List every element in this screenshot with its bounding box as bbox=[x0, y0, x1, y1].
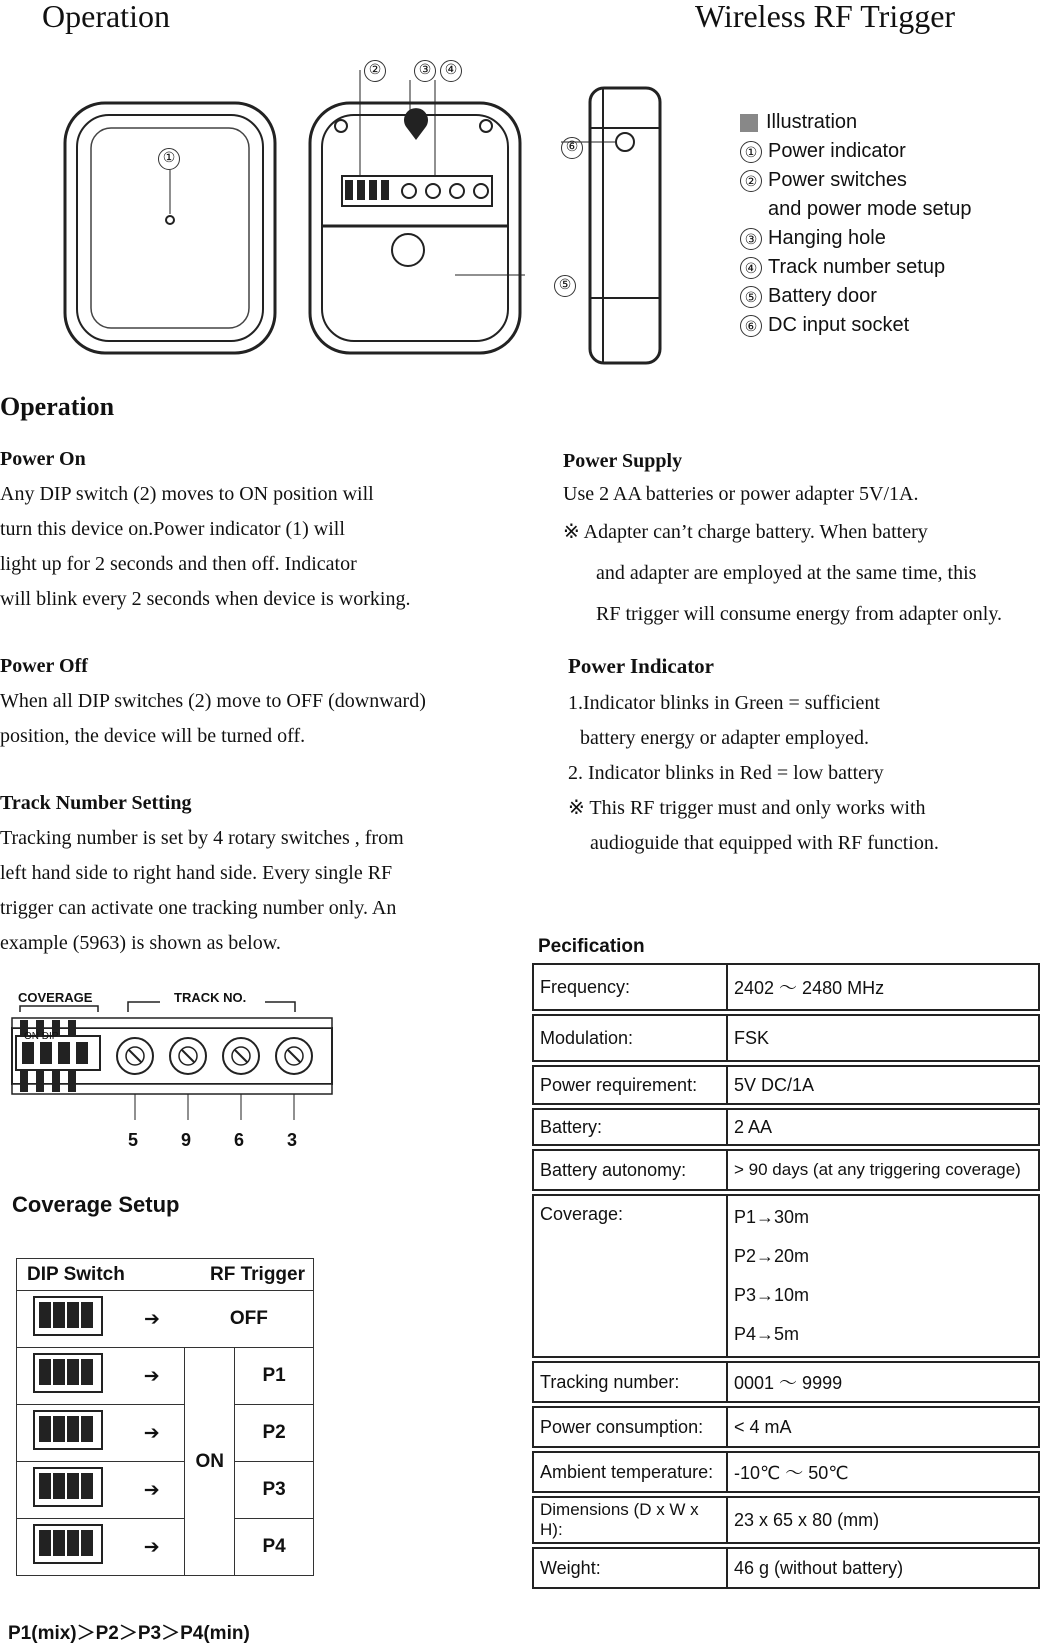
coverage-label: COVERAGE bbox=[18, 990, 93, 1005]
callout-3: ③ bbox=[414, 60, 442, 82]
spec-row: Dimensions (D x W x H): 23 x 65 x 80 (mm) bbox=[532, 1496, 1040, 1544]
coverage-row-p3 bbox=[17, 1462, 314, 1519]
header-left: Operation bbox=[42, 0, 170, 34]
device-back-view bbox=[310, 70, 525, 353]
spec-row: Battery: 2 AA bbox=[532, 1108, 1040, 1146]
callout-5: ⑤ bbox=[554, 275, 582, 297]
power-on-text: Any DIP switch (2) moves to ON position will turn this device on.Power indicator (1) will light up for 2 seconds and then off. Indicator will blink every 2 seconds when device is working. bbox=[0, 483, 411, 610]
coverage-row-off bbox=[17, 1291, 314, 1348]
spec-row: Battery autonomy: > 90 days (at any triggering coverage) bbox=[532, 1149, 1040, 1191]
digit-3: 6 bbox=[234, 1130, 245, 1150]
arrow-icon: ➔ bbox=[119, 1462, 184, 1519]
device-front-view bbox=[65, 103, 275, 353]
spec-row: Frequency: 2402 ～ 2480 MHz bbox=[532, 963, 1040, 1011]
track-text: Tracking number is set by 4 rotary switches , from left hand side to right hand side. Every single RF trigger can activate one tracking number only. An example (5963) is shown as below. bbox=[0, 827, 404, 954]
callout-1: ① bbox=[158, 148, 186, 170]
dip-text: ON DIP bbox=[24, 1031, 59, 1042]
spec-row: Power consumption: < 4 mA bbox=[532, 1406, 1040, 1448]
dip-switch-icon bbox=[33, 1296, 103, 1336]
level-p2: P2 bbox=[235, 1405, 314, 1462]
dip-switch-icon bbox=[33, 1353, 103, 1393]
square-icon bbox=[740, 114, 758, 132]
coverage-row-p4 bbox=[17, 1519, 314, 1576]
track-no-label: TRACK NO. bbox=[174, 990, 247, 1005]
spec-title: Pecification bbox=[538, 936, 645, 957]
coverage-row-p1 bbox=[17, 1348, 314, 1405]
coverage-footer: P1(mix)＞P2＞P3＞P4(min) bbox=[8, 1623, 250, 1644]
spec-row: Weight: 46 g (without battery) bbox=[532, 1547, 1040, 1589]
spec-row-coverage: Coverage: P1→30m P2→20m P3→10m P4→5m bbox=[532, 1194, 1040, 1358]
on-label: ON bbox=[185, 1348, 235, 1576]
coverage-row-p2 bbox=[17, 1405, 314, 1462]
callout-6: ⑥ bbox=[561, 137, 589, 159]
device-side-view bbox=[561, 88, 660, 363]
power-off-text: When all DIP switches (2) move to OFF (downward) position, the device will be turned off. bbox=[0, 690, 426, 747]
arrow-icon: ➔ bbox=[119, 1405, 184, 1462]
switch-strip bbox=[10, 990, 340, 1120]
callout-4: ④ bbox=[440, 60, 468, 82]
digit-1: 5 bbox=[128, 1130, 139, 1150]
track-title: Track Number Setting bbox=[0, 792, 192, 814]
spec-table bbox=[532, 960, 1040, 1592]
digit-4: 3 bbox=[287, 1130, 298, 1150]
operation-title: Operation bbox=[0, 392, 115, 421]
callout-2: ② bbox=[364, 60, 392, 82]
power-supply-text: Use 2 AA batteries or power adapter 5V/1A. ※ Adapter can’t charge battery. When battery and adapter are employed at the same time, this RF trigger will consume energy from adapter only. bbox=[563, 483, 1003, 625]
level-p3: P3 bbox=[235, 1462, 314, 1519]
spec-row: Power requirement: 5V DC/1A bbox=[532, 1065, 1040, 1105]
level-p1: P1 bbox=[235, 1348, 314, 1405]
power-supply-title: Power Supply bbox=[563, 450, 683, 472]
power-on-title: Power On bbox=[0, 448, 86, 470]
device-illustration bbox=[55, 58, 705, 368]
arrow-icon: ➔ bbox=[119, 1291, 184, 1348]
coverage-header-rf: RF Trigger bbox=[185, 1259, 314, 1291]
coverage-table bbox=[16, 1258, 314, 1576]
spec-row: Tracking number: 0001 ～ 9999 bbox=[532, 1361, 1040, 1403]
power-indicator-title: Power Indicator bbox=[568, 654, 715, 678]
arrow-icon: ➔ bbox=[119, 1519, 184, 1576]
dip-switch-icon bbox=[33, 1410, 103, 1450]
power-off-title: Power Off bbox=[0, 655, 88, 677]
off-label: OFF bbox=[185, 1291, 314, 1348]
arrow-icon: ➔ bbox=[119, 1348, 184, 1405]
header-right: Wireless RF Trigger bbox=[695, 0, 956, 34]
digit-2: 9 bbox=[181, 1130, 192, 1150]
dip-switch-icon bbox=[33, 1524, 103, 1564]
power-indicator-text: 1.Indicator blinks in Green = sufficient battery energy or adapter employed. 2. Indicator blinks in Red = low battery ※ This RF trigger must and only works with audioguide that equipped with RF function. bbox=[568, 692, 939, 854]
spec-row: Ambient temperature: -10℃ ～ 50℃ bbox=[532, 1451, 1040, 1493]
spec-row: Modulation: FSK bbox=[532, 1014, 1040, 1062]
dip-switch-icon bbox=[33, 1467, 103, 1507]
illustration-legend: Illustration ① Power indicator ② Power switches and power mode setup ③ Hanging hole ④ Track number setup ⑤ Battery door ⑥ DC input socket bbox=[740, 108, 971, 340]
level-p4: P4 bbox=[235, 1519, 314, 1576]
coverage-setup-title: Coverage Setup bbox=[12, 1192, 180, 1217]
coverage-header-dip: DIP Switch bbox=[17, 1259, 185, 1291]
switch-diagram bbox=[10, 990, 340, 1155]
